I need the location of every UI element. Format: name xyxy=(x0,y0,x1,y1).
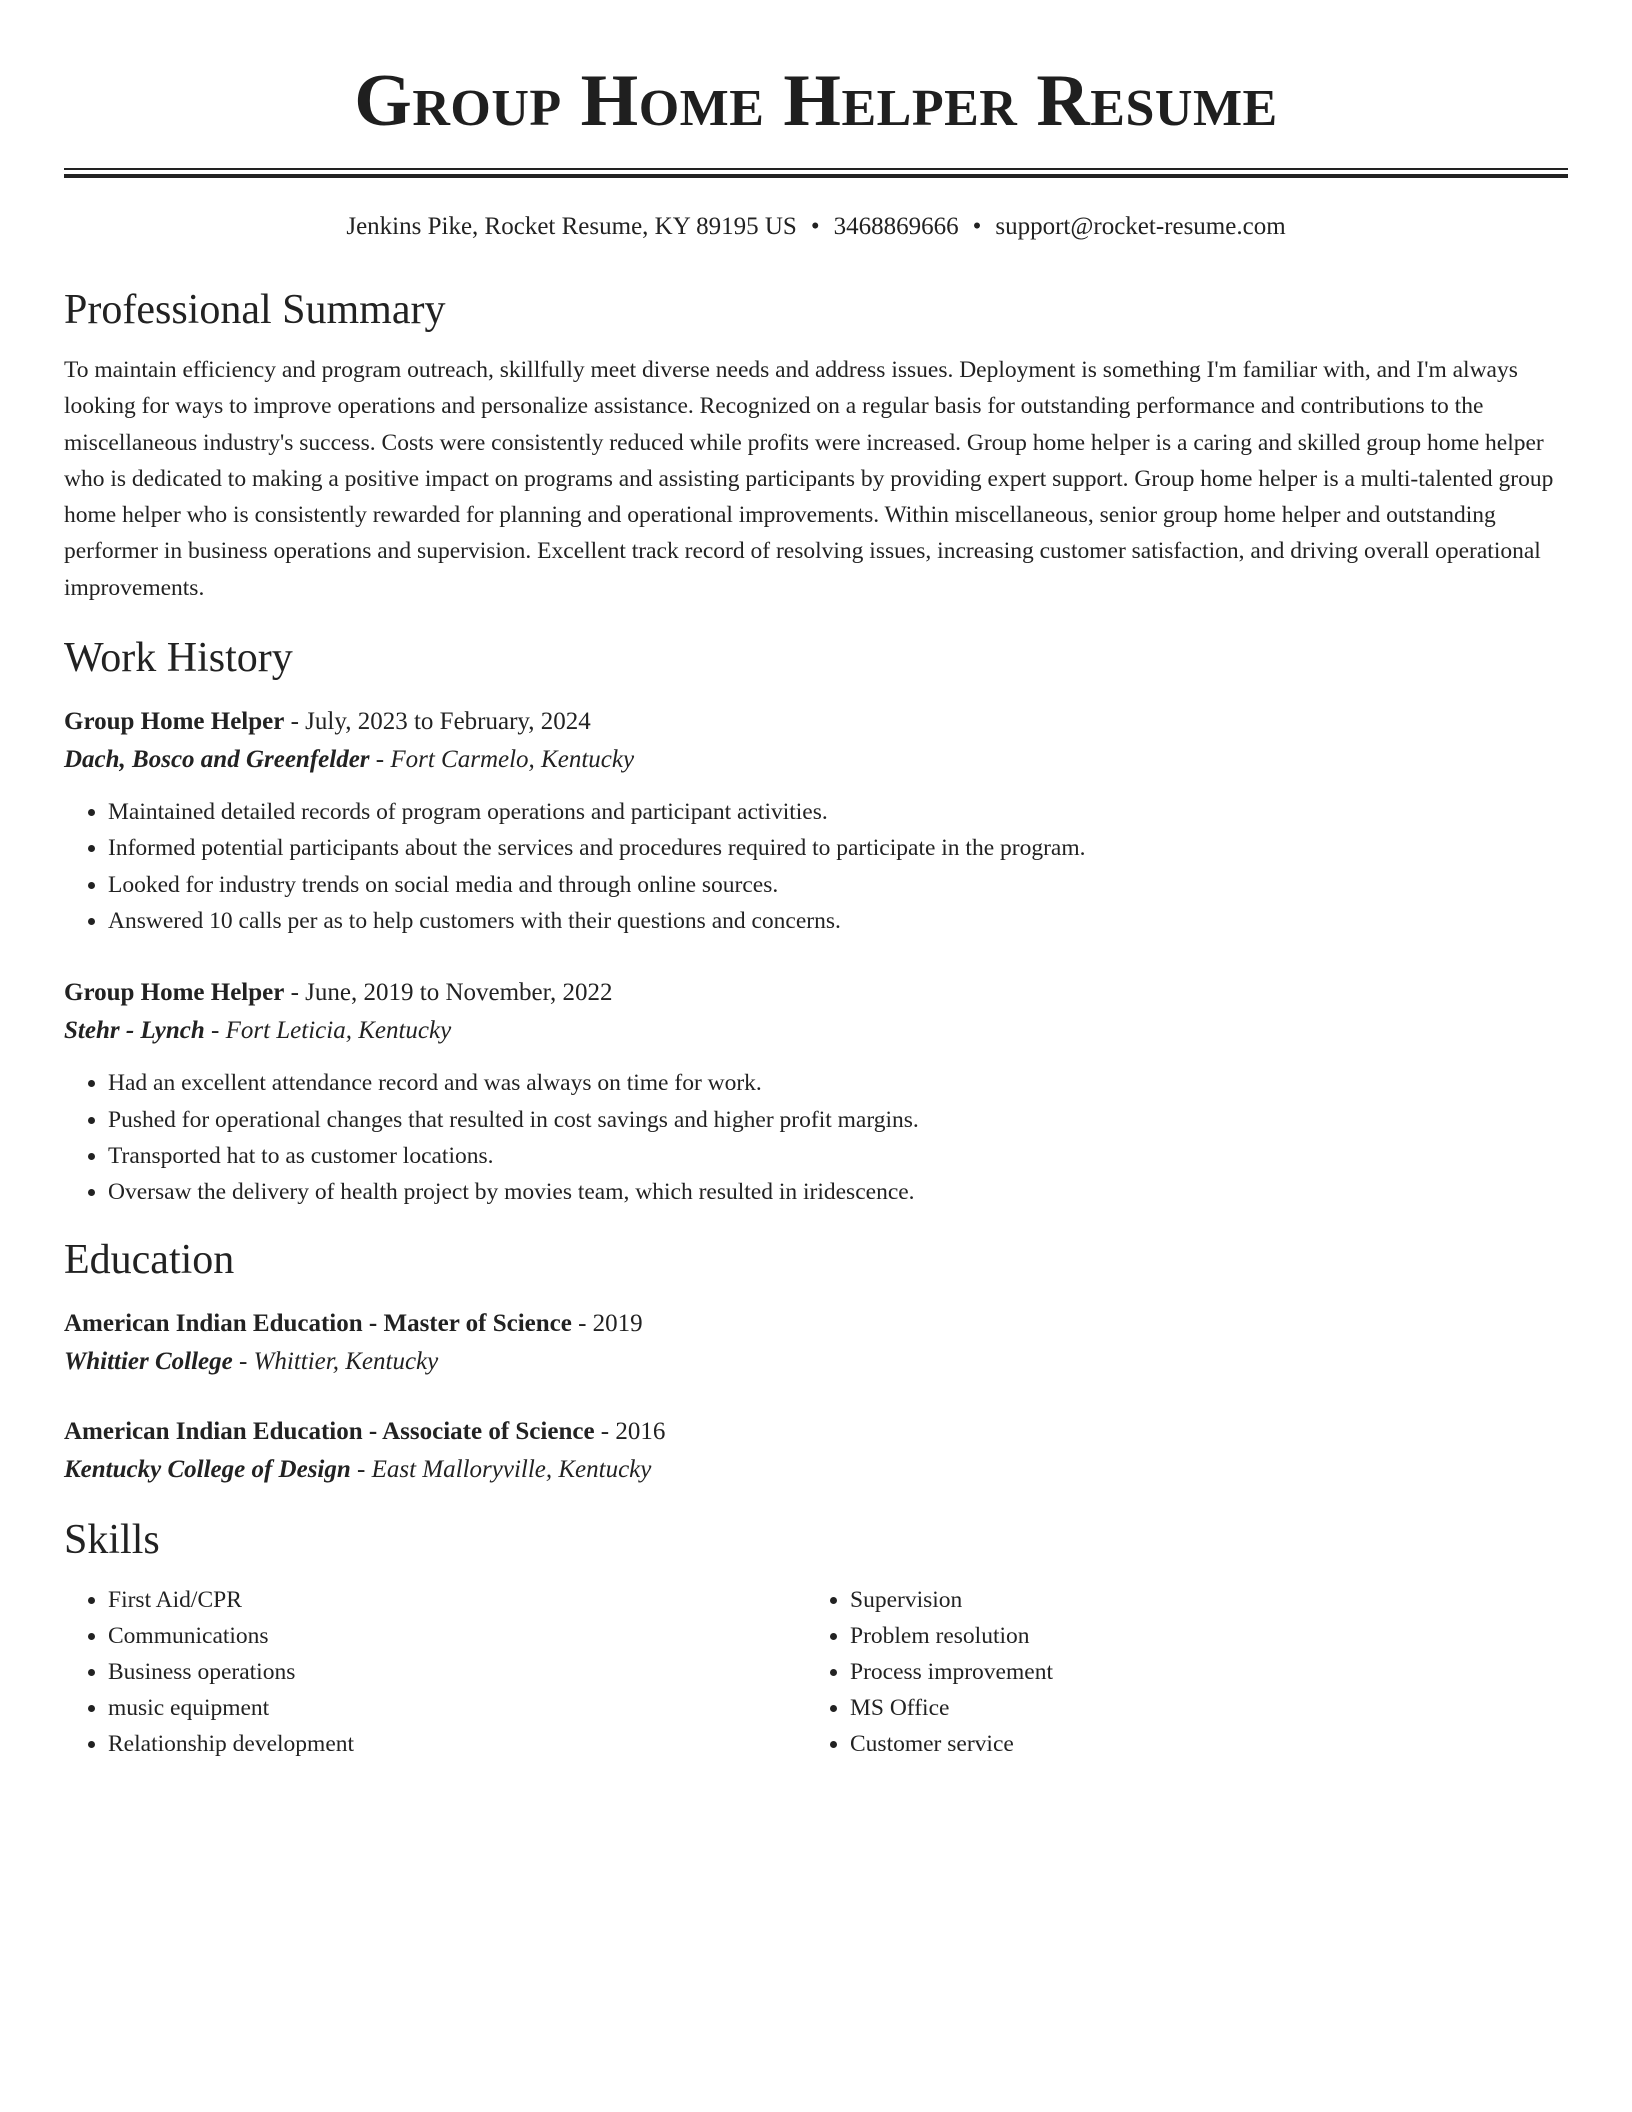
list-item: • Supervision xyxy=(850,1582,1548,1618)
work-history-section xyxy=(64,634,1568,1210)
school-name: Whittier College xyxy=(64,1348,233,1376)
school-location: - Whittier, Kentucky xyxy=(232,1348,439,1376)
job-entry xyxy=(64,706,1568,939)
skills-section xyxy=(64,1516,1568,1762)
degree: American Indian Education - Master of Science xyxy=(64,1310,572,1338)
title-divider-thick xyxy=(64,174,1568,178)
job-company-line xyxy=(64,1015,1568,1047)
list-item: • Looked for industry trends on social media and through online sources. xyxy=(108,867,1568,903)
job-title: Group Home Helper xyxy=(64,979,285,1007)
summary-section xyxy=(64,286,1568,606)
list-item: • Customer service xyxy=(850,1726,1548,1762)
job-entry xyxy=(64,977,1568,1210)
job-title-line xyxy=(64,977,1568,1009)
list-item: • Business operations xyxy=(108,1654,806,1690)
education-entry xyxy=(64,1308,1568,1378)
degree-line xyxy=(64,1308,1568,1340)
school-line xyxy=(64,1454,1568,1486)
list-item: • Process improvement xyxy=(850,1654,1548,1690)
list-item: • Informed potential participants about the services and procedures required to participate in the program. xyxy=(108,830,1568,866)
summary-heading: Professional Summary xyxy=(64,287,446,333)
skills-list-right xyxy=(806,1582,1548,1762)
school-line xyxy=(64,1346,1568,1378)
job-duties-list xyxy=(64,1065,1568,1210)
school-location: - East Malloryville, Kentucky xyxy=(350,1456,652,1484)
degree-line xyxy=(64,1416,1568,1448)
list-item: • Transported hat to as customer locations. xyxy=(108,1138,1568,1174)
summary-text: To maintain efficiency and program outreach, skillfully meet diverse needs and address issues. Deployment is something I'm familiar with, and I'm always looking for ways to improve operations and personalize assistance. Recognized on a regular basis for outstanding performance and contributions to the miscellaneous industry's success. Costs were consistently reduced while profits were increased. Group home helper is a caring and skilled group home helper who is dedicated to making a positive impact on programs and assisting participants by providing expert support. Group home helper is a multi-talented group home helper who is consistently rewarded for planning and operational improvements. Within miscellaneous, senior group home helper and outstanding performer in business operations and supervision. Excellent track record of resolving issues, increasing customer satisfaction, and driving overall operational improvements. xyxy=(64,357,1554,601)
job-company: Dach, Bosco and Greenfelder xyxy=(64,746,370,774)
contact-separator: • xyxy=(810,213,820,240)
list-item: • Pushed for operational changes that resulted in cost savings and higher profit margins. xyxy=(108,1102,1568,1138)
title-divider-thin xyxy=(64,168,1568,170)
job-dates: - July, 2023 to February, 2024 xyxy=(284,708,591,736)
education-entry xyxy=(64,1416,1568,1486)
contact-address: Jenkins Pike, Rocket Resume, KY 89195 US xyxy=(346,213,797,240)
job-dates: - June, 2019 to November, 2022 xyxy=(284,979,613,1007)
job-location: - Fort Carmelo, Kentucky xyxy=(369,746,635,774)
resume-title: Group Home Helper Resume xyxy=(354,60,1278,142)
list-item: • Had an excellent attendance record and was always on time for work. xyxy=(108,1065,1568,1101)
list-item: • Oversaw the delivery of health project by movies team, which resulted in iridescence. xyxy=(108,1174,1568,1210)
list-item: • Maintained detailed records of program operations and participant activities. xyxy=(108,794,1568,830)
job-title: Group Home Helper xyxy=(64,708,285,736)
graduation-year: - 2016 xyxy=(594,1418,666,1446)
job-company-line xyxy=(64,744,1568,776)
school-name: Kentucky College of Design xyxy=(64,1456,351,1484)
contact-email: support@rocket-resume.com xyxy=(995,213,1286,240)
contact-phone: 3468869666 xyxy=(833,213,959,240)
job-location: - Fort Leticia, Kentucky xyxy=(204,1017,452,1045)
job-duties-list xyxy=(64,794,1568,939)
job-title-line xyxy=(64,706,1568,738)
skills-list-left xyxy=(64,1582,806,1762)
education-heading: Education xyxy=(64,1237,235,1284)
contact-separator: • xyxy=(972,213,982,240)
skills-heading: Skills xyxy=(64,1517,160,1564)
education-section xyxy=(64,1236,1568,1486)
list-item: • Answered 10 calls per as to help customers with their questions and concerns. xyxy=(108,903,1568,939)
contact-line xyxy=(64,212,1568,242)
job-company: Stehr - Lynch xyxy=(64,1017,205,1045)
list-item: • Communications xyxy=(108,1618,806,1654)
skills-columns xyxy=(64,1582,1568,1762)
list-item: • Relationship development xyxy=(108,1726,806,1762)
list-item: • music equipment xyxy=(108,1690,806,1726)
list-item: • Problem resolution xyxy=(850,1618,1548,1654)
list-item: • MS Office xyxy=(850,1690,1548,1726)
graduation-year: - 2019 xyxy=(571,1310,643,1338)
degree: American Indian Education - Associate of Science xyxy=(64,1418,595,1446)
list-item: • First Aid/CPR xyxy=(108,1582,806,1618)
work-history-heading: Work History xyxy=(64,635,293,682)
